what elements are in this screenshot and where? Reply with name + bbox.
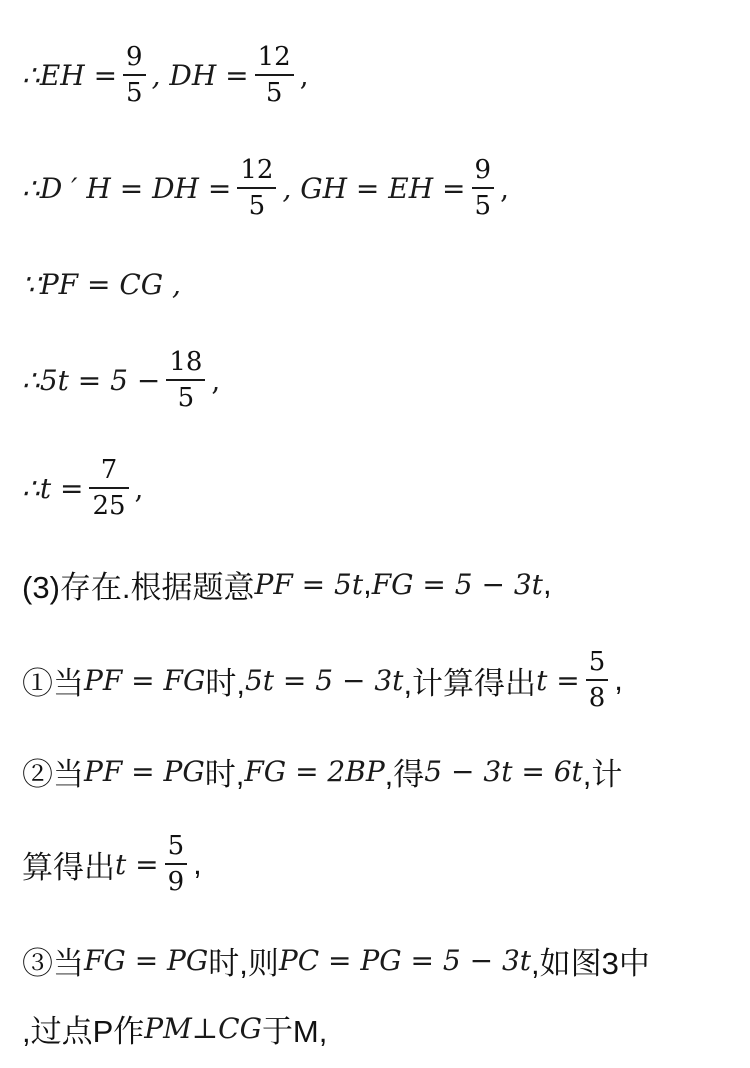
math-text: 5t = 5 − 3t [244,663,404,697]
math-text: t = [115,847,159,881]
fraction [586,647,609,713]
math-text: , DH = [151,58,249,92]
equation-5t [22,340,220,420]
fraction-bar [123,74,146,76]
denominator: 9 [167,867,185,897]
fraction [255,42,294,108]
math-text: ∴EH = [22,58,118,92]
text: 时, [205,665,245,701]
text: ,计 [582,756,623,792]
text: ②当 [22,756,84,792]
case-2 [22,731,622,811]
numerator: 9 [126,42,143,72]
case-2-result [22,824,202,904]
math-text: , [134,471,144,505]
equation-t-result [22,448,143,528]
text: ,得 [384,756,425,792]
text: ,如图3中 [531,945,650,981]
text: ①当 [22,665,84,701]
numerator: 12 [240,155,274,185]
numerator: 12 [257,42,291,72]
fraction [89,455,128,521]
math-text: , GH = EH = [282,171,466,205]
math-text: PF = 5t [254,567,364,601]
text: , [614,662,623,697]
math-text: , [211,363,221,397]
denominator: 5 [474,191,492,221]
math-text: PM⊥CG [144,1011,262,1045]
math-text: ∴t = [22,471,84,505]
denominator: 5 [177,383,195,413]
text: , [193,846,202,881]
fraction-bar [165,863,188,865]
math-text: ∵PF = CG , [22,267,181,301]
case-3-continued [22,988,327,1068]
fraction [237,155,276,221]
text: , [363,566,372,601]
denominator: 5 [248,191,266,221]
math-text: ∴5t = 5 − [22,363,161,397]
fraction-bar [166,379,205,381]
equation-pf-cg [22,244,181,324]
math-text: PF = FG [84,663,206,697]
part3-intro [22,544,552,624]
fraction [472,155,495,221]
text: (3)存在.根据题意 [22,569,255,605]
numerator: 7 [100,455,118,485]
text: ,过点P作 [22,1013,145,1049]
text: , [542,566,552,601]
math-text: FG = PG [84,943,209,977]
fraction [166,347,205,413]
text: ③当 [22,945,84,981]
text: ,计算得出 [403,665,537,701]
fraction [165,831,188,897]
fraction-bar [237,187,276,189]
fraction [123,42,146,108]
denominator: 5 [265,78,283,108]
math-text: PF = PG [84,754,205,788]
case-1 [22,640,623,720]
denominator: 8 [588,683,606,713]
math-text: FG = 2BP [244,754,385,788]
math-text: , [500,171,509,205]
denominator: 5 [126,78,143,108]
equation-eh-dh [22,35,309,115]
numerator: 18 [169,347,203,377]
fraction-bar [89,487,128,489]
text: 时, [204,756,245,792]
math-text: ∴D ′ H = DH = [22,171,232,205]
fraction-bar [586,679,609,681]
denominator: 25 [92,491,126,521]
math-text: 5 − 3t = 6t [424,754,583,788]
fraction-bar [472,187,495,189]
text: 算得出 [22,849,115,885]
text: 时,则 [208,945,279,981]
math-text: t = [536,663,580,697]
math-text: PC = PG = 5 − 3t [278,943,532,977]
numerator: 5 [167,831,185,861]
math-text: , [299,58,309,92]
equation-dprime-gh [22,148,509,228]
math-text: FG = 5 − 3t [371,567,543,601]
text: 于M, [261,1013,328,1049]
numerator: 9 [474,155,492,185]
fraction-bar [255,74,294,76]
numerator: 5 [588,647,606,677]
